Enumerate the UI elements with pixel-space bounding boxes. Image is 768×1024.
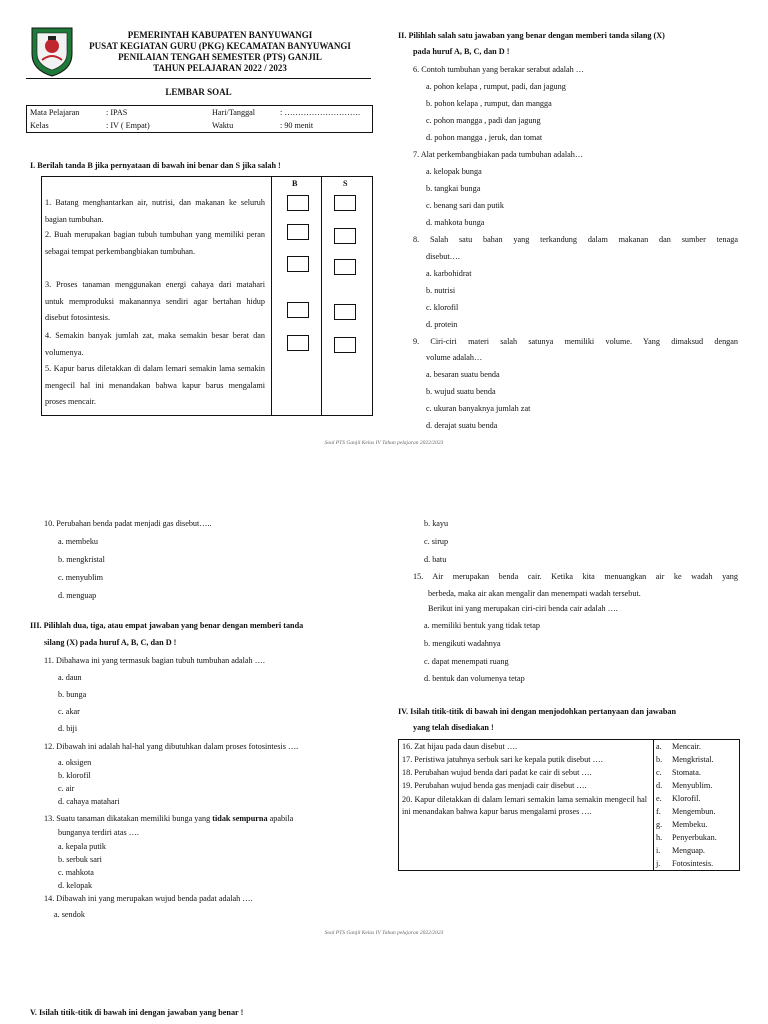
question-15-line2: berbeda, maka air akan mengalir dan menempati wadah tersebut.: [428, 589, 641, 598]
q12-option-a: a. oksigen: [58, 758, 92, 767]
q13-option-d: d. kelopak: [58, 881, 93, 890]
q9-option-d: d. derajat suatu benda: [426, 421, 498, 430]
statement-4: 4. Semakin banyak jumlah zat, maka semakin besar berat dan volumenya.: [45, 331, 265, 357]
table-col-divider-1: [271, 177, 272, 415]
q11-option-c: c. akar: [58, 707, 80, 716]
match-answer-j: j. Fotosintesis.: [656, 859, 714, 868]
q12-option-c: c. air: [58, 784, 75, 793]
q14-option-b: b. kayu: [424, 519, 449, 528]
answer-box-b-4[interactable]: [287, 302, 309, 318]
q6-option-c: c. pohon mangga , padi dan jagung: [426, 116, 541, 125]
q8-option-d: d. protein: [426, 320, 458, 329]
q13-option-c: c. mahkota: [58, 868, 94, 877]
answer-box-b-5[interactable]: [287, 335, 309, 351]
q10-option-c: c. menyublim: [58, 573, 104, 582]
q7-option-a: a. kelopak bunga: [426, 167, 482, 176]
q7-option-b: b. tangkai bunga: [426, 184, 481, 193]
q15-option-b: b. mengikuti wadahnya: [424, 639, 501, 648]
section1-title: I. Berilah tanda B jika pernyataan di bawah ini benar dan S jika salah !: [30, 161, 281, 170]
question-13-line2: bunganya terdiri atas ….: [58, 828, 139, 837]
q9-option-c: c. ukuran banyaknya jumlah zat: [426, 404, 531, 413]
match-answer-e: e. Klorofil.: [656, 794, 701, 803]
class-label: Kelas: [30, 121, 49, 130]
q14-option-c: c. sirup: [424, 537, 449, 546]
question-11: 11. Dibahawa ini yang termasuk bagian tubuh tumbuhan adalah ….: [44, 656, 265, 665]
match-answers: [656, 742, 736, 872]
time-label: Waktu: [212, 121, 234, 130]
q13-option-b: b. serbuk sari: [58, 855, 102, 864]
subject-label: Mata Pelajaran: [30, 108, 80, 117]
question-15-line1: 15. Air merupakan benda cair. Ketika kita menuangkan air ke wadah yang: [413, 572, 738, 581]
match-answer-h: h. Penyerbukan.: [656, 833, 717, 842]
q8-option-c: c. klorofil: [426, 303, 459, 312]
statement-3: 3. Proses tanaman menggunakan energi cahaya dari matahari untuk memproduksi makanannya sendiri agar bertahan hidup disebut fotosintesis.: [45, 280, 265, 322]
statement-2: 2. Buah merupakan bagian tubuh tumbuhan yang memiliki peran sebagai tempat perkembangbiakan tumbuhan.: [45, 230, 265, 256]
section4-title-line2: yang telah disediakan !: [413, 723, 494, 732]
q15-option-d: d. bentuk dan volumenya tetap: [424, 674, 525, 683]
q8-option-a: a. karbohidrat: [426, 269, 472, 278]
match-answer-d: d. Menyublim.: [656, 781, 713, 790]
q14-option-d: d. batu: [424, 555, 447, 564]
statement-5: 5. Kapur barus diletakkan di dalam lemari semakin lama semakin mengecil hal ini menandakan bahwa kapur barus mengalami proses mencair.: [45, 364, 265, 406]
q6-option-a: a. pohon kelapa , rumput, padi, dan jagung: [426, 82, 566, 91]
section3-title-line2: silang (X) pada huruf A, B, C, dan D !: [44, 638, 177, 647]
question-6: 6. Contoh tumbuhan yang berakar serabut adalah …: [413, 65, 584, 74]
match-answer-g: g. Membeku.: [656, 820, 708, 829]
q13-text-bold: tidak sempurna: [212, 814, 268, 823]
day-value: : ……………………….: [280, 108, 361, 117]
header-line2: PUSAT KEGIATAN GURU (PKG) KECAMATAN BANYUWANGI: [89, 41, 351, 51]
answer-box-s-5[interactable]: [334, 337, 356, 353]
match-answer-b: b. Mengkristal.: [656, 755, 714, 764]
q12-option-b: b. klorofil: [58, 771, 91, 780]
q14-option-a: a. sendok: [54, 910, 85, 919]
match-question-16: 16. Zat hijau pada daun disebut ….: [402, 742, 518, 751]
question-15-line3: Berikut ini yang merupakan ciri-ciri benda cair adalah ….: [428, 604, 618, 613]
q11-option-a: a. daun: [58, 673, 82, 682]
header-divider: [26, 78, 371, 79]
q13-text-pre: 13. Suatu tanaman dikatakan memiliki bunga yang: [44, 814, 213, 823]
column-b-label: B: [292, 179, 298, 188]
q8-option-b: b. nutrisi: [426, 286, 456, 295]
column-s-label: S: [343, 179, 348, 188]
answer-box-b-1[interactable]: [287, 195, 309, 211]
header-line3: PENILAIAN TENGAH SEMESTER (PTS) GANJIL: [118, 52, 322, 62]
q15-option-c: c. dapat menempati ruang: [424, 657, 509, 666]
q9-option-a: a. besaran suatu benda: [426, 370, 500, 379]
regency-logo: [28, 24, 76, 78]
q11-option-b: b. bunga: [58, 690, 87, 699]
answer-box-s-2[interactable]: [334, 228, 356, 244]
info-table: [26, 105, 373, 133]
header-line1: PEMERINTAH KABUPATEN BANYUWANGI: [127, 30, 313, 40]
question-7: 7. Alat perkembangbiakan pada tumbuhan adalah…: [413, 150, 584, 159]
question-8-line2: disebut….: [426, 252, 460, 261]
q10-option-b: b. mengkristal: [58, 555, 105, 564]
answer-box-s-4[interactable]: [334, 304, 356, 320]
section4-title-line1: IV. Isilah titik-titik di bawah ini dengan menjodohkan pertanyaan dan jawaban: [398, 707, 677, 716]
match-question-17: 17. Peristiwa jatuhnya serbuk sari ke kepala putik disebut ….: [402, 755, 603, 764]
match-answer-f: f. Mengembun.: [656, 807, 716, 816]
q10-option-d: d. menguap: [58, 591, 97, 600]
q7-option-c: c. benang sari dan putik: [426, 201, 504, 210]
q15-option-a: a. memiliki bentuk yang tidak tetap: [424, 621, 540, 630]
match-question-20: 20. Kapur diletakkan di dalam lemari semakin lama semakin mengecil hal ini menandakan bahwa kapur barus mengalami proses ….: [402, 795, 647, 816]
section5-title: V. Isilah titik-titik di bawah ini dengan jawaban yang benar !: [30, 1008, 244, 1017]
time-value: : 90 menit: [280, 121, 314, 130]
question-10: 10. Perubahan benda padat menjadi gas disebut…..: [44, 519, 212, 528]
q13-text-post: apabila: [267, 814, 294, 823]
question-12: 12. Dibawah ini adalah hal-hal yang dibutuhkan dalam proses fotosintesis ….: [44, 742, 299, 751]
class-value: : IV ( Empat): [106, 121, 150, 130]
question-8-line1: 8. Salah satu bahan yang terkandung dalam makanan dan sumber tenaga: [413, 235, 738, 244]
true-false-table: [41, 176, 373, 416]
question-9-line2: volume adalah…: [426, 353, 483, 362]
question-9-line1: 9. Ciri-ciri materi salah satunya memiliki volume. Yang dimaksud dengan: [413, 337, 738, 346]
q13-option-a: a. kepala putik: [58, 842, 106, 851]
q11-option-d: d. biji: [58, 724, 78, 733]
answer-box-b-2[interactable]: [287, 224, 309, 240]
day-label: Hari/Tanggal: [212, 108, 256, 117]
match-question-19: 19. Perubahan wujud benda gas menjadi cair disebut ….: [402, 781, 587, 790]
subject-value: : IPAS: [106, 108, 128, 117]
answer-box-b-3[interactable]: [287, 256, 309, 272]
match-answer-c: c. Stomata.: [656, 768, 701, 777]
table-col-divider-2: [321, 177, 322, 415]
q7-option-d: d. mahkota bunga: [426, 218, 485, 227]
q10-option-a: a. membeku: [58, 537, 99, 546]
section2-title-line2: pada huruf A, B, C, dan D !: [413, 47, 510, 56]
section2-title-line1: II. Pilihlah salah satu jawaban yang benar dengan memberi tanda silang (X): [398, 31, 665, 40]
match-question-18: 18. Perubahan wujud benda dari padat ke cair di sebut ….: [402, 768, 592, 777]
page-footer-1: Soal PTS Ganjil Kelas IV Tahun pelajaran 2022/2023: [324, 440, 444, 446]
question-13-line1: [44, 814, 293, 824]
q6-option-d: d. pohon mangga , jeruk, dan tomat: [426, 133, 543, 142]
sheet-title: LEMBAR SOAL: [165, 87, 232, 97]
question-14: 14. Dibawah ini yang merupakan wujud benda padat adalah ….: [44, 894, 253, 903]
q6-option-b: b. pohon kelapa , rumput, dan mangga: [426, 99, 552, 108]
answer-box-s-1[interactable]: [334, 195, 356, 211]
match-answer-a: a. Mencair.: [656, 742, 701, 751]
matching-divider: [653, 740, 654, 870]
section3-title-line1: III. Pilihlah dua, tiga, atau empat jawaban yang benar dengan memberi tanda: [30, 621, 304, 630]
q9-option-b: b. wujud suatu benda: [426, 387, 496, 396]
page-footer-2: Soal PTS Ganjil Kelas IV Tahun pelajaran 2022/2023: [324, 930, 444, 936]
matching-table: [398, 739, 740, 871]
header-line4: TAHUN PELAJARAN 2022 / 2023: [153, 63, 287, 73]
q12-option-d: d. cahaya matahari: [58, 797, 120, 806]
statement-1: 1. Batang menghantarkan air, nutrisi, dan makanan ke seluruh bagian tumbuhan.: [45, 198, 265, 224]
answer-box-s-3[interactable]: [334, 259, 356, 275]
match-answer-i: i. Menguap.: [656, 846, 705, 855]
